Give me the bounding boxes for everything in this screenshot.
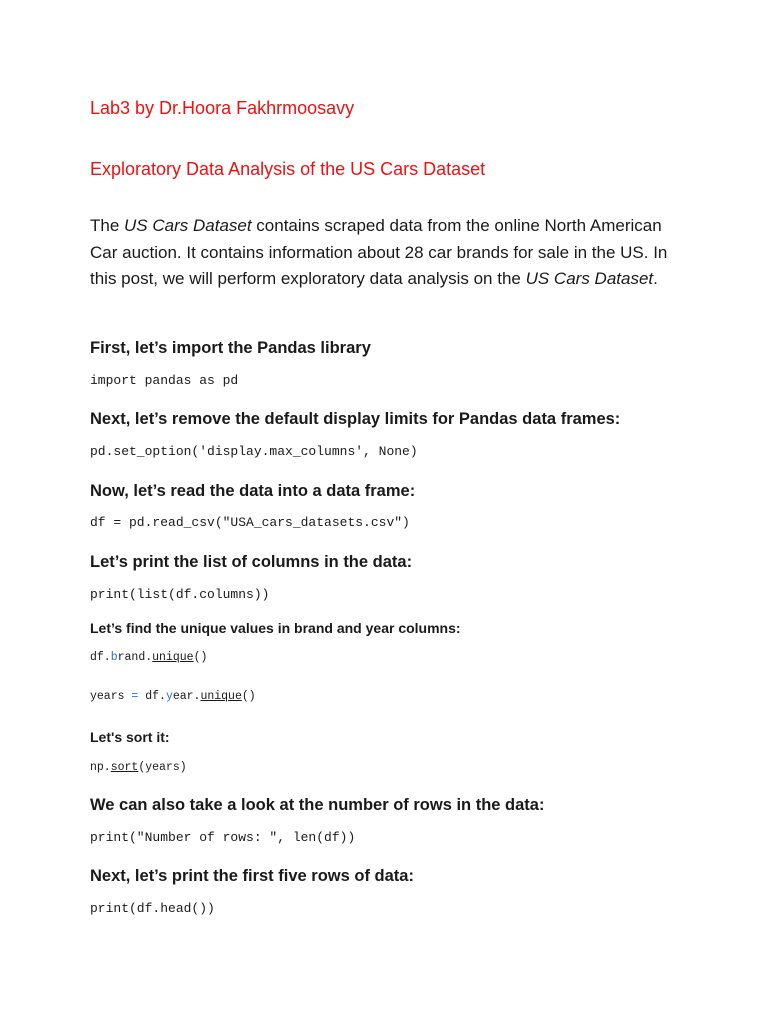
columns-code: print(list(df.columns)) bbox=[90, 587, 270, 602]
intro-text-1: The bbox=[90, 216, 125, 235]
code-token: df. bbox=[138, 690, 166, 703]
head-code: print(df.head()) bbox=[90, 901, 215, 916]
head-heading: Next, let’s print the first five rows of data: bbox=[90, 867, 414, 885]
rows-heading: We can also take a look at the number of rows in the data: bbox=[90, 796, 545, 814]
code-token-highlight: = bbox=[131, 690, 139, 703]
intro-text-2: contains scraped data from the online North American Car auction. It contains information about 28 car brands for sale in the US. In this post, we will perform exploratory data analysis on the bbox=[90, 216, 668, 288]
import-heading: First, let’s import the Pandas library bbox=[90, 339, 371, 357]
code-token: df. bbox=[90, 651, 111, 664]
code-token-highlight: b bbox=[110, 651, 118, 664]
intro-dataset-name: US Cars Dataset bbox=[124, 216, 252, 235]
import-code: import pandas as pd bbox=[90, 373, 239, 388]
code-token: np. bbox=[90, 761, 111, 774]
code-token: (years) bbox=[138, 761, 187, 774]
document-subtitle: Exploratory Data Analysis of the US Cars Dataset bbox=[90, 159, 486, 179]
limits-code: pd.set_option('display.max_columns', None) bbox=[90, 444, 418, 459]
unique-heading: Let’s find the unique values in brand and year columns: bbox=[90, 620, 461, 636]
intro-text-3: . bbox=[653, 269, 658, 288]
limits-heading: Next, let’s remove the default display limits for Pandas data frames: bbox=[90, 410, 621, 428]
sort-code bbox=[90, 761, 187, 774]
code-token-underlined: unique bbox=[152, 651, 194, 664]
document-title: Lab3 by Dr.Hoora Fakhrmoosavy bbox=[90, 98, 355, 118]
code-token: () bbox=[193, 651, 208, 664]
sort-heading: Let's sort it: bbox=[90, 729, 170, 745]
intro-dataset-name-2: US Cars Dataset bbox=[525, 269, 654, 288]
read-code: df = pd.read_csv("USA_cars_datasets.csv") bbox=[90, 515, 410, 530]
code-token-underlined: unique bbox=[200, 690, 242, 703]
code-token-highlight: y bbox=[165, 690, 173, 703]
unique-code-line-2 bbox=[90, 690, 256, 703]
code-token: ear. bbox=[172, 690, 201, 703]
code-token: () bbox=[241, 690, 256, 703]
columns-heading: Let’s print the list of columns in the data: bbox=[90, 553, 413, 571]
intro-paragraph bbox=[90, 213, 690, 293]
code-token: years bbox=[90, 690, 132, 703]
read-heading: Now, let’s read the data into a data frame: bbox=[90, 482, 416, 500]
rows-code: print("Number of rows: ", len(df)) bbox=[90, 830, 356, 845]
code-token: rand. bbox=[117, 651, 153, 664]
unique-code-line-1 bbox=[90, 651, 207, 664]
code-token-underlined: sort bbox=[110, 761, 139, 774]
